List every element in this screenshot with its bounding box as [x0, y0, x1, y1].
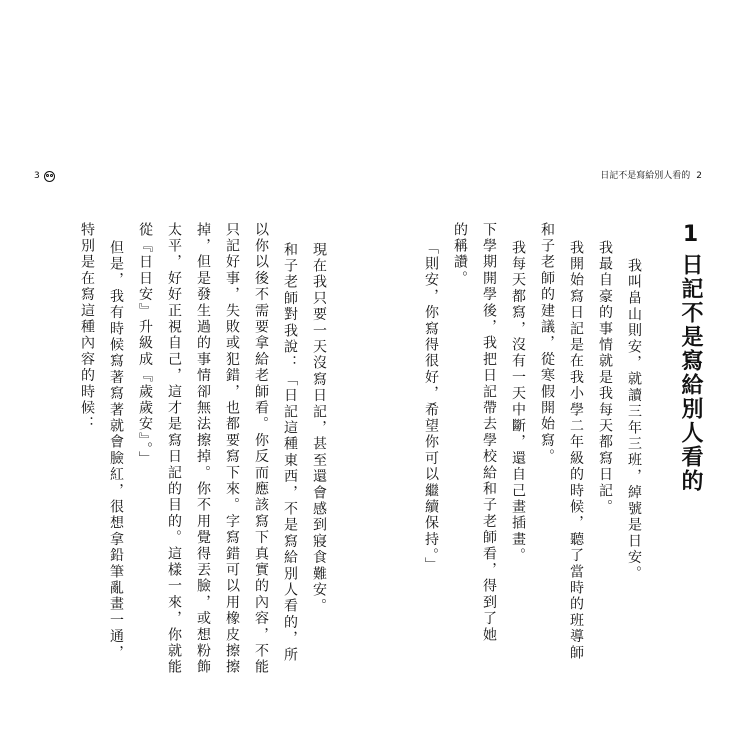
- left-page-header: [34, 170, 55, 182]
- text-column: 和子老師對我說：「日記這種東西，不是寫給別人看的，所: [282, 242, 298, 664]
- text-column: 我最自豪的事情就是我每天都寫日記。: [597, 240, 613, 516]
- text-column: 掉，但是發生過的事情卻無法擦掉。你不用覺得丟臉，或想粉飾: [195, 222, 211, 676]
- text-column: 太平，好好正視自己，這才是寫日記的目的。這樣一來，你就能: [166, 222, 182, 676]
- text-column: 我叫畠山則安，就讀三年三班，綽號是日安。: [626, 258, 642, 582]
- text-column: 「則安，你寫得很好，希望你可以繼續保持。」: [423, 240, 439, 574]
- right-page-header: [600, 170, 702, 182]
- chapter-title: 日記不是寫給別人看的: [678, 253, 703, 493]
- chapter-number: 1: [678, 222, 703, 253]
- right-page-number: 2: [696, 171, 702, 181]
- chapter-heading: [675, 222, 706, 493]
- text-column: 特別是在寫這種內容的時候：: [79, 222, 95, 433]
- text-column: 和子老師的建議，從寒假開始寫。: [539, 222, 555, 465]
- left-page-number: 3: [34, 171, 40, 181]
- text-column: 的稱讚。: [452, 222, 468, 287]
- text-column: 以你以後不需要拿給老師看。你反而應該寫下真實的內容，不能: [253, 222, 269, 676]
- round-face-logo-icon: [44, 171, 55, 182]
- text-column: 現在我只要一天沒寫日記，甚至還會感到寢食難安。: [311, 242, 327, 615]
- text-column: 我開始寫日記是在我小學二年級的時候，聽了當時的班導師: [568, 240, 584, 662]
- running-head-title: 日記不是寫給別人看的: [600, 171, 691, 181]
- text-column: 只記好事，失敗或犯錯，也都要寫下來。字寫錯可以用橡皮擦擦: [224, 222, 240, 676]
- text-column: 從『日日安』升級成『歲歲安』。」: [137, 222, 153, 468]
- text-column: 但是，我有時候寫著寫著就會臉紅，很想拿鉛筆亂畫一通，: [108, 240, 124, 662]
- text-column: 我每天都寫，沒有一天中斷，還自己畫插畫。: [510, 240, 526, 564]
- text-column: 下學期開學後，我把日記帶去學校給和子老師看，得到了她: [481, 222, 497, 644]
